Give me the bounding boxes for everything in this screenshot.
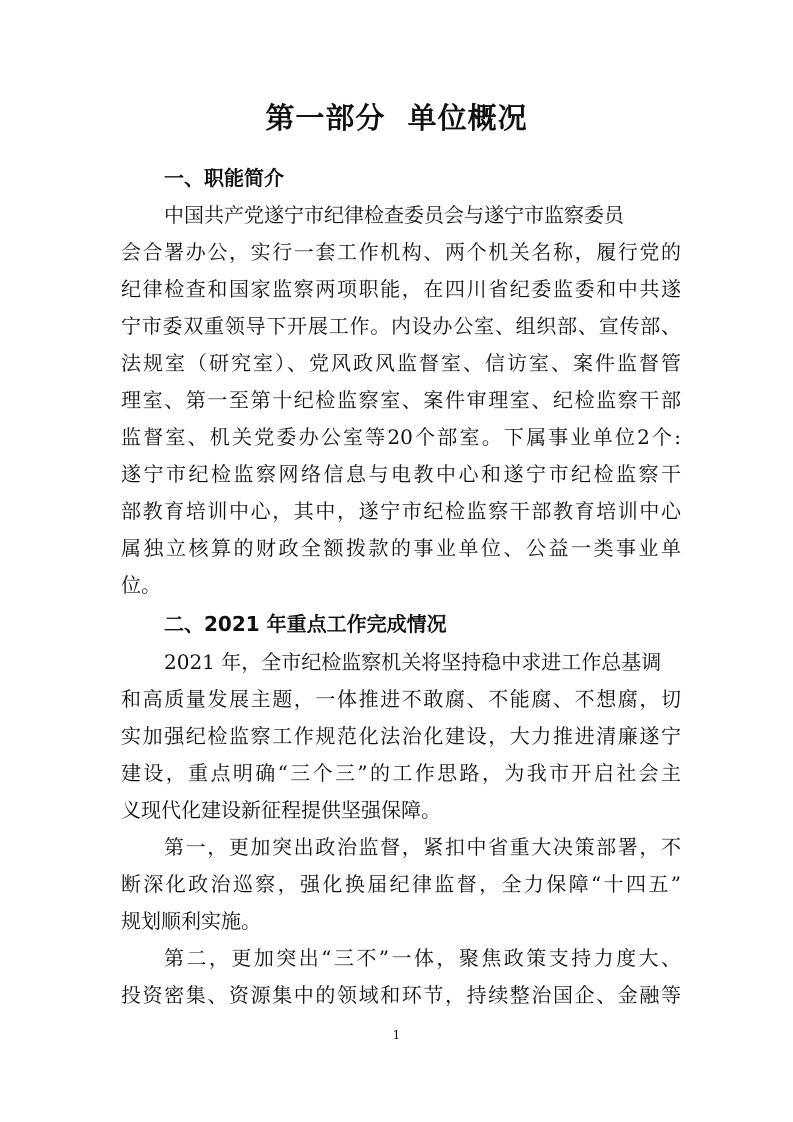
paragraph-line: 断深化政治巡察，强化换届纪律监督，全力保障“十四五” bbox=[121, 872, 681, 896]
paragraph-line: 监督室、机关党委办公室等20个部室。下属事业单位2个: bbox=[121, 425, 681, 449]
paragraph-line: 宁市委双重领导下开展工作。内设办公室、组织部、宣传部、 bbox=[121, 314, 681, 338]
paragraph-line: 2021 年，全市纪检监察机关将坚持稳中求进工作总基调 bbox=[164, 650, 662, 674]
paragraph-line: 第二，更加突出“三不”一体，聚焦政策支持力度大、 bbox=[164, 946, 681, 970]
paragraph-line: 理室、第一至第十纪检监察室、案件审理室、纪检监察干部 bbox=[121, 388, 681, 412]
paragraph-line: 纪律检查和国家监察两项职能，在四川省纪委监委和中共遂 bbox=[121, 277, 681, 301]
section-heading-work-summary: 二、2021 年重点工作完成情况 bbox=[164, 612, 447, 636]
paragraph-line: 建设，重点明确“三个三”的工作思路，为我市开启社会主 bbox=[121, 761, 681, 785]
paragraph-line: 中国共产党遂宁市纪律检查委员会与遂宁市监察委员 bbox=[164, 203, 624, 227]
paragraph-line: 法规室（研究室）、党风政风监督室、信访室、案件监督管 bbox=[121, 351, 681, 375]
paragraph-line: 位。 bbox=[121, 573, 161, 597]
paragraph-line: 义现代化建设新征程提供坚强保障。 bbox=[121, 798, 441, 822]
section-heading-functions: 一、职能简介 bbox=[164, 166, 284, 190]
page-title: 第一部分 单位概况 bbox=[265, 101, 528, 135]
paragraph-line: 和高质量发展主题，一体推进不敢腐、不能腐、不想腐，切 bbox=[121, 687, 681, 711]
paragraph-line: 规划顺利实施。 bbox=[121, 909, 261, 933]
paragraph-line: 属独立核算的财政全额拨款的事业单位、公益一类事业单 bbox=[121, 536, 681, 560]
paragraph-line: 第一，更加突出政治监督，紧扣中省重大决策部署，不 bbox=[164, 835, 681, 859]
page-number: 1 bbox=[392, 1028, 401, 1042]
paragraph-line: 投资密集、资源集中的领域和环节，持续整治国企、金融等 bbox=[121, 983, 681, 1007]
paragraph-line: 实加强纪检监察工作规范化法治化建设，大力推进清廉遂宁 bbox=[121, 724, 681, 748]
paragraph-line: 会合署办公，实行一套工作机构、两个机关名称，履行党的 bbox=[121, 240, 681, 264]
paragraph-line: 部教育培训中心，其中，遂宁市纪检监察干部教育培训中心 bbox=[121, 499, 681, 523]
paragraph-line: 遂宁市纪检监察网络信息与电教中心和遂宁市纪检监察干 bbox=[121, 462, 681, 486]
